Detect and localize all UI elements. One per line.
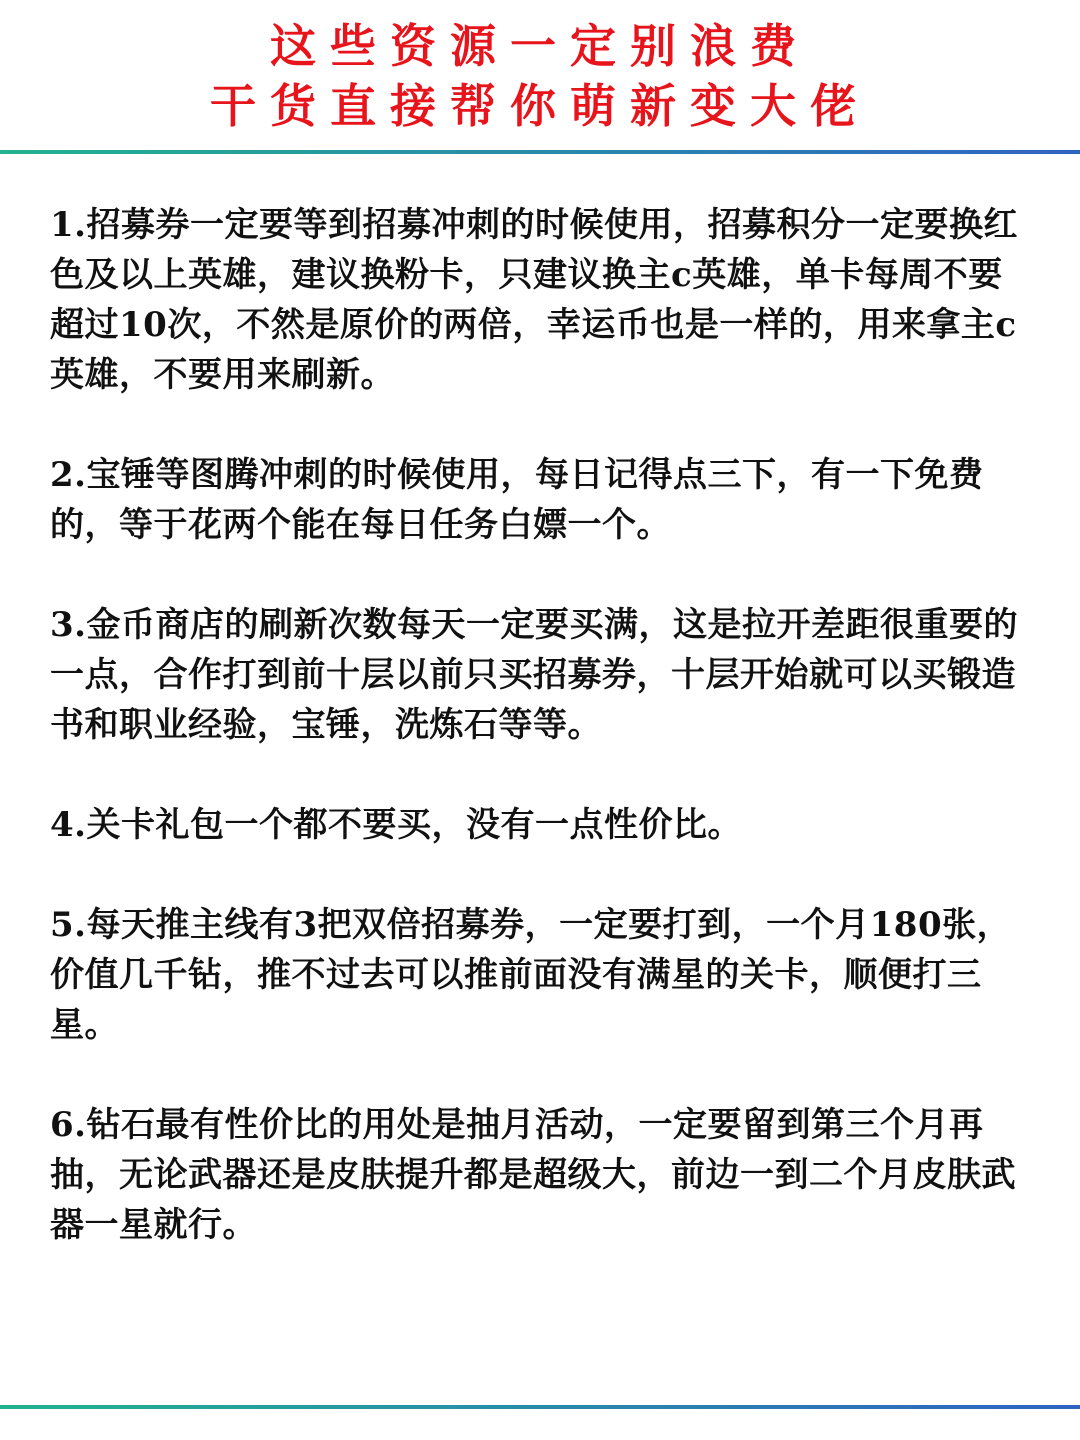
tip-paragraph-1: 1.招募券一定要等到招募冲刺的时候使用，招募积分一定要换红色及以上英雄，建议换粉卡，只建议换主c英雄，单卡每周不要超过10次，不然是原价的两倍，幸运币也是一样的，用来拿主c英雄，不要用来刷新。: [50, 205, 1018, 395]
tip-paragraph-3: 3.金币商店的刷新次数每天一定要买满，这是拉开差距很重要的一点，合作打到前十层以前只买招募券，十层开始就可以买锻造书和职业经验，宝锤，洗炼石等等。: [50, 605, 1018, 745]
tips-list: [50, 200, 1030, 1300]
title-line-1: 这些资源一定别浪费: [270, 19, 810, 73]
page-header: [0, 0, 1080, 150]
top-divider: [0, 150, 1080, 154]
title-line-2: 干货直接帮你萌新变大佬: [210, 79, 870, 133]
bottom-divider: [0, 1405, 1080, 1409]
tip-paragraph-6: 6.钻石最有性价比的用处是抽月活动，一定要留到第三个月再抽，无论武器还是皮肤提升都是超级大，前边一到二个月皮肤武器一星就行。: [50, 1105, 1016, 1245]
tip-paragraph-4: 4.关卡礼包一个都不要买，没有一点性价比。: [50, 805, 742, 845]
tip-paragraph-2: 2.宝锤等图腾冲刺的时候使用，每日记得点三下，有一下免费的，等于花两个能在每日任务白嫖一个。: [50, 455, 984, 545]
tip-paragraph-5: 5.每天推主线有3把双倍招募券，一定要打到，一个月180张，价值几千钻，推不过去可以推前面没有满星的关卡，顺便打三星。: [50, 905, 1012, 1045]
